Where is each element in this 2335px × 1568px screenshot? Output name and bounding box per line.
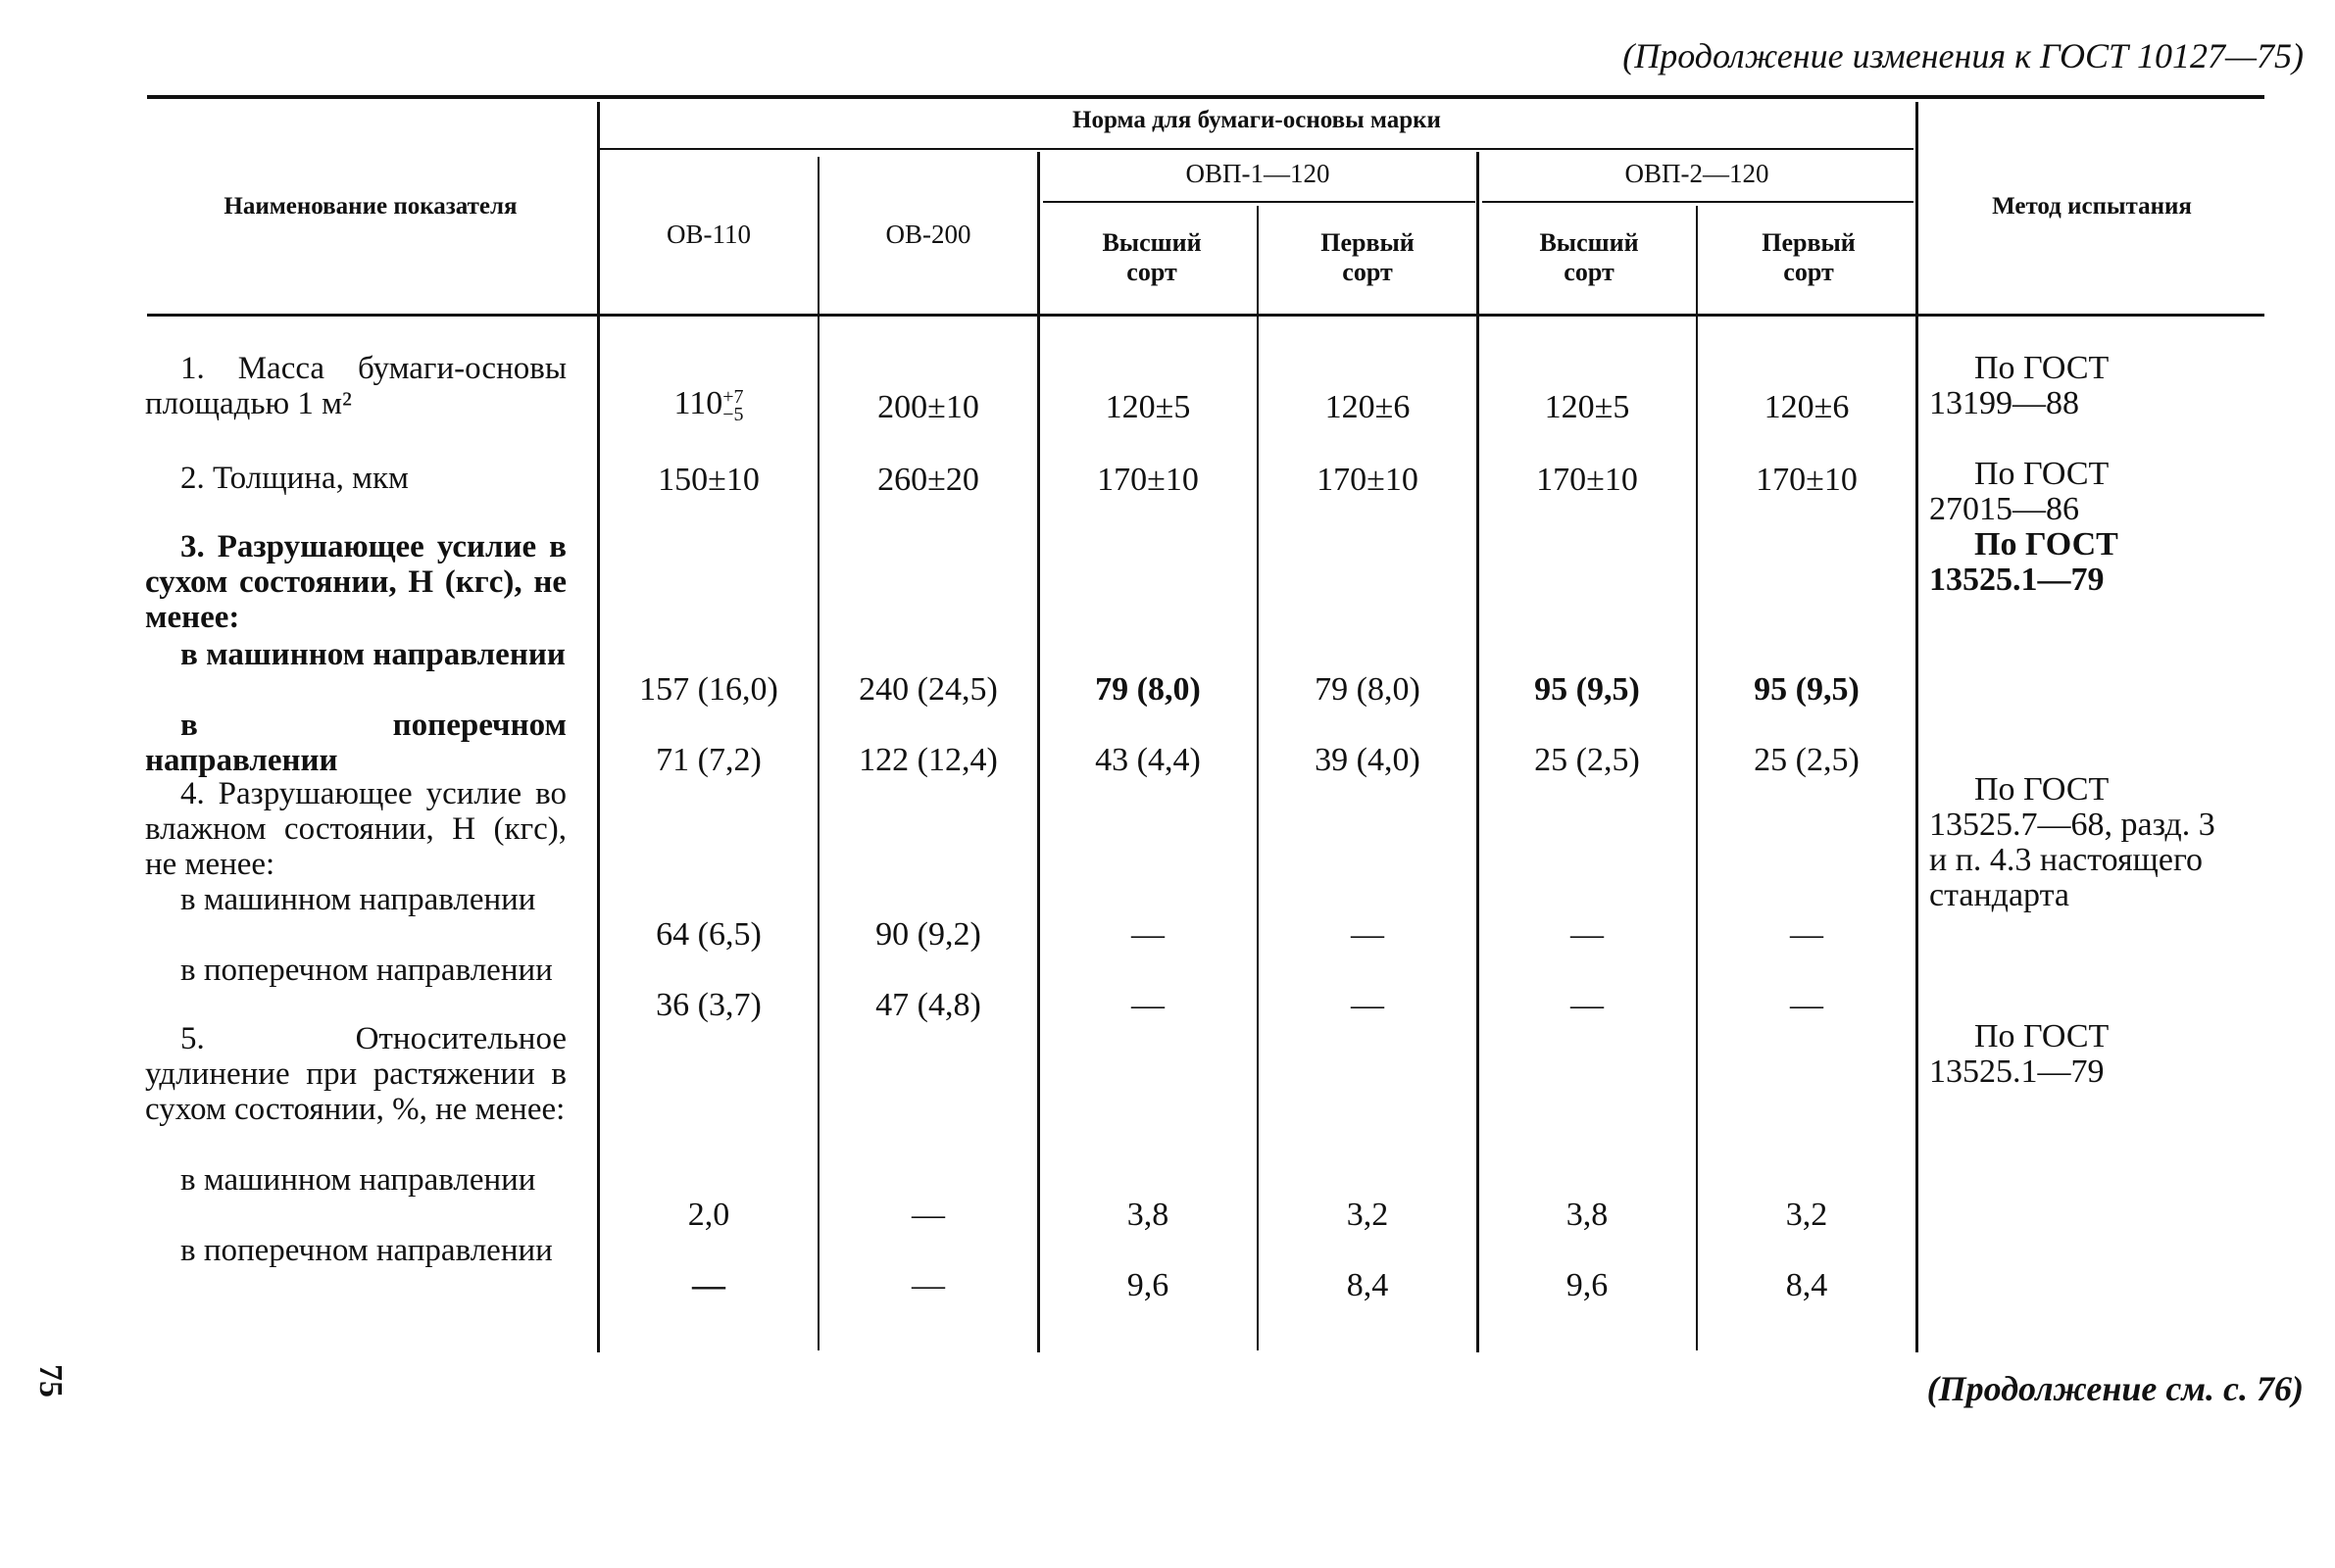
tolerance [722, 386, 744, 426]
ovp2-group-rule [1482, 201, 1913, 203]
table-cell: 39 (4,0) [1315, 742, 1420, 778]
table-cell: 170±10 [1097, 462, 1199, 498]
table-cell: — [912, 1197, 945, 1233]
row-label: 3. Разрушающее усилие в сухом состоянии, Н (кгс), не менее: [145, 529, 567, 635]
table-cell [600, 385, 818, 426]
continuation-footer: (Продолжение см. с. 76) [1926, 1369, 2304, 1408]
ovp1-high-grade-header: Высший сорт [1102, 228, 1202, 286]
table-cell: 170±10 [1756, 462, 1858, 498]
test-method [1929, 1019, 2109, 1090]
method-line: По ГОСТ [1974, 1018, 2110, 1054]
table-cell: 150±10 [658, 462, 760, 498]
row-label: 4. Разрушающее усилие во влажном состоянии, Н (кгс), не менее: [145, 776, 567, 882]
table-cell: — [1131, 916, 1165, 953]
table-cell: — [1351, 916, 1384, 953]
method-line: 13525.7—68, разд. 3 [1929, 807, 2215, 843]
method-line: 13525.1—79 [1929, 1054, 2105, 1090]
method-line: 27015—86 [1929, 491, 2079, 527]
col-divider [1257, 206, 1259, 1350]
table-cell: 47 (4,8) [875, 987, 981, 1023]
table-cell: 240 (24,5) [859, 671, 998, 708]
table-cell: 3,2 [1785, 1197, 1828, 1233]
col-divider [597, 102, 600, 1352]
table-cell: 2,0 [687, 1197, 730, 1233]
table-cell: — [912, 1267, 945, 1303]
table-cell: 260±20 [877, 462, 979, 498]
indicator-column-header: Наименование показателя [224, 193, 518, 220]
row-label: 2. Толщина, мкм [180, 461, 409, 496]
table-top-rule [147, 95, 2264, 99]
table-cell: 8,4 [1346, 1267, 1389, 1303]
method-line: и п. 4.3 настоящего [1929, 842, 2204, 878]
ovp1-group-rule [1043, 201, 1475, 203]
table-cell: 95 (9,5) [1534, 671, 1640, 708]
table-cell: — [1351, 987, 1384, 1023]
table-cell: 120±6 [1324, 389, 1411, 425]
table-cell: 3,2 [1346, 1197, 1389, 1233]
table-cell: 79 (8,0) [1095, 671, 1201, 708]
ovp2-header: ОВП-2—120 [1624, 159, 1769, 188]
row-sublabel: в поперечном направлении [145, 708, 567, 778]
method-line: 13199—88 [1929, 385, 2079, 421]
table-cell: — [1570, 987, 1604, 1023]
table-cell: 3,8 [1126, 1197, 1169, 1233]
table-cell: 71 (7,2) [656, 742, 762, 778]
ovp2-high-grade-header: Высший сорт [1539, 228, 1639, 286]
method-line: По ГОСТ [1974, 456, 2110, 492]
table-cell: 79 (8,0) [1315, 671, 1420, 708]
tolerance-upper: +7 [722, 386, 744, 409]
table-cell: 120±5 [1544, 389, 1630, 425]
table-cell: 170±10 [1317, 462, 1418, 498]
table-cell: 3,8 [1565, 1197, 1609, 1233]
table-cell: — [1570, 916, 1604, 953]
method-column-header: Метод испытания [1992, 193, 2192, 220]
method-line: По ГОСТ [1974, 526, 2118, 563]
ovp1-header: ОВП-1—120 [1185, 159, 1330, 188]
method-line: По ГОСТ [1974, 771, 2110, 808]
page-number: 75 [32, 1364, 69, 1397]
row-label: 1. Масса бумаги-основы площадью 1 м² [145, 351, 567, 421]
table-cell: 95 (9,5) [1754, 671, 1860, 708]
row-sublabel: в поперечном направлении [180, 953, 553, 988]
test-method [1929, 351, 2109, 421]
row-sublabel: в машинном направлении [180, 1162, 536, 1198]
table-cell: 157 (16,0) [639, 671, 778, 708]
continuation-header: (Продолжение изменения к ГОСТ 10127—75) [1622, 36, 2304, 75]
tolerance-lower: −5 [722, 404, 744, 426]
ov200-header: ОВ-200 [885, 220, 971, 249]
ovp2-first-grade-header: Первый сорт [1762, 228, 1856, 286]
norm-group-rule [600, 148, 1913, 150]
row-sublabel: в машинном направлении [180, 882, 536, 917]
ovp1-first-grade-header: Первый сорт [1320, 228, 1415, 286]
col-divider [1915, 102, 1918, 1352]
table-cell: 25 (2,5) [1754, 742, 1860, 778]
test-method [1929, 457, 2109, 527]
row-sublabel: в поперечном направлении [180, 1233, 553, 1268]
table-cell: — [692, 1267, 725, 1303]
header-bottom-rule [147, 314, 2264, 317]
table-cell: 200±10 [877, 389, 979, 425]
ov110-header: ОВ-110 [667, 220, 751, 249]
row-sublabel: в машинном направлении [180, 637, 566, 672]
table-cell: 9,6 [1126, 1267, 1169, 1303]
method-line: стандарта [1929, 877, 2069, 913]
test-method [1929, 527, 2118, 598]
table-cell: 36 (3,7) [656, 987, 762, 1023]
method-line: По ГОСТ [1974, 350, 2110, 386]
table-cell: 64 (6,5) [656, 916, 762, 953]
test-method [1929, 772, 2302, 913]
table-cell: 9,6 [1565, 1267, 1609, 1303]
row-label: 5. Относительное удлинение при растяжении в сухом состоянии, %, не менее: [145, 1021, 567, 1127]
method-line: 13525.1—79 [1929, 562, 2105, 598]
table-cell: 43 (4,4) [1095, 742, 1201, 778]
table-cell: — [1790, 916, 1823, 953]
table-cell: — [1790, 987, 1823, 1023]
norm-group-header: Норма для бумаги-основы марки [1072, 107, 1441, 133]
table-cell: 25 (2,5) [1534, 742, 1640, 778]
table-cell: 120±6 [1764, 389, 1850, 425]
cell-base-value: 110 [673, 385, 723, 421]
col-divider [1696, 206, 1698, 1350]
table-cell: 90 (9,2) [875, 916, 981, 953]
table-cell: 8,4 [1785, 1267, 1828, 1303]
table-cell: — [1131, 987, 1165, 1023]
table-cell: 170±10 [1536, 462, 1638, 498]
table-cell: 122 (12,4) [859, 742, 998, 778]
table-cell: 120±5 [1105, 389, 1191, 425]
